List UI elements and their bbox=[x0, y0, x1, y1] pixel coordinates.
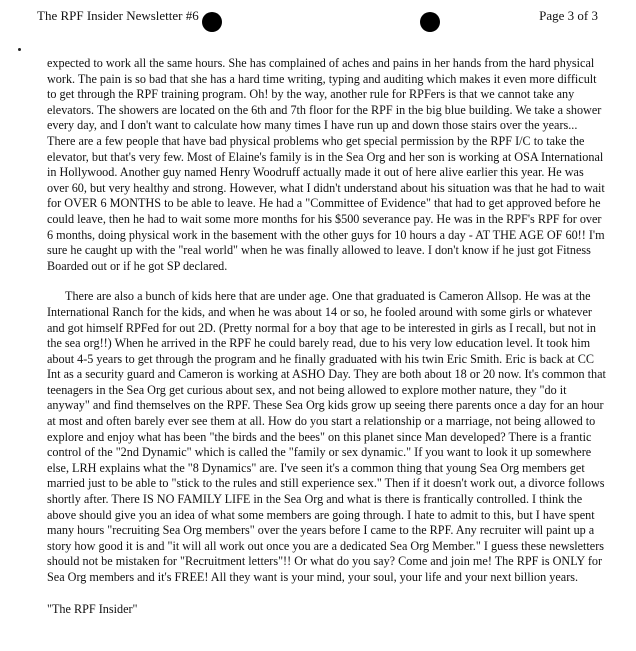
page-number: Page 3 of 3 bbox=[539, 8, 598, 23]
paragraph-1: expected to work all the same hours. She has complained of aches and pains in her hands from the hard physical work. The pain is so bad that she has a hard time writing, typing and auditing which makes it even more difficult to get through the RPF training program. Oh! by the way, another rule for RPFers is that we cannot take any elevators. The showers are located on the 6th and 7th floor for the RPF in the big blue building. We take a shower every day, and I don't want to calculate how many times I have run up and down those stairs over the years... There are a few people that have bad physical problems who get special permission by the RPF I/C to take the elevator, but that's very few. Most of Elaine's family is in the Sea Org and her son is working at OSA International in Hollywood. Another guy named Henry Woodruff actually made it out of here alive earlier this year. He was over 60, but very healthy and strong. However, what I didn't understand about his situation was that he had to wait for OVER 6 MONTHS to be able to leave. He had a "Committee of Evidence" that had to get approved before he could leave, then he had to wait some more months for his $500 severance pay. He was in the RPF's RPF for over 6 months, doing physical work in the basement with the other guys for 10 hours a day - AT THE AGE OF 60!! I'm sure he caught up with the "real world" when he was finally allowed to leave. I don't know if he just got Fitness Boarded out or if he got SP declared. bbox=[47, 56, 605, 273]
newsletter-title: The RPF Insider Newsletter #6 bbox=[37, 8, 199, 23]
signoff: "The RPF Insider" bbox=[47, 601, 138, 616]
punch-hole-right bbox=[420, 12, 440, 32]
punch-hole-left bbox=[202, 12, 222, 32]
document-body bbox=[47, 56, 607, 629]
paragraph-2: There are also a bunch of kids here that are under age. One that graduated is Cameron Allsop. He was at the International Ranch for the kids, and when he was about 14 or so, he fooled around with some girls or whatever and got himself RPFed for out 2D. (Pretty normal for a boy that age to be interested in girls as I recall, but not in the sea org!!) When he arrived in the RPF he could barely read, due to his very low education level. It took him about 4-5 years to get through the program and he finally graduated with his twin Eric Smith. Eric is back at CC Int as a security guard and Cameron is working at ASHO Day. They are both about 18 or 20 now. It's common that teenagers in the Sea Org get curious about sex, and not being allowed to explore mother nature, they "do it anyway" and find themselves on the RPF. These Sea Org kids grow up seeing there parents once a day for an hour at most and often barely ever see them at all. How do you start a relationship or a marriage, not being allowed to explore and enjoy what has been "the birds and the bees" on this planet since Man developed? There is a frantic control of the "2nd Dynamic" which is called the "family or sex dynamic." If you want to look it up somewhere else, LRH explains what the "8 Dynamics" are. I've seen it's a common thing that young Sea Org members get married just to be able to "stick to the rules and still experience sex." Then if it doesn't work out, a divorce follows shortly after. There IS NO FAMILY LIFE in the Sea Org and what is there is frantically controlled. I think the above should give you an idea of what some members are going through. I hate to admit to this, but I have spent many hours "recruiting Sea Org members" over the years before I came to the RPF. Any recruiter will paint up a story how good it is and "it will all work out once you are a dedicated Sea Org Member." I guess these newsletters should not be mistaken for "Recruitment letters"!! Or what do you say? Come and join me! The RPF is ONLY for Sea Org members and it's FREE! All they want is your mind, your soul, your life and your next billion years. bbox=[47, 289, 606, 584]
scan-speck bbox=[18, 48, 21, 51]
